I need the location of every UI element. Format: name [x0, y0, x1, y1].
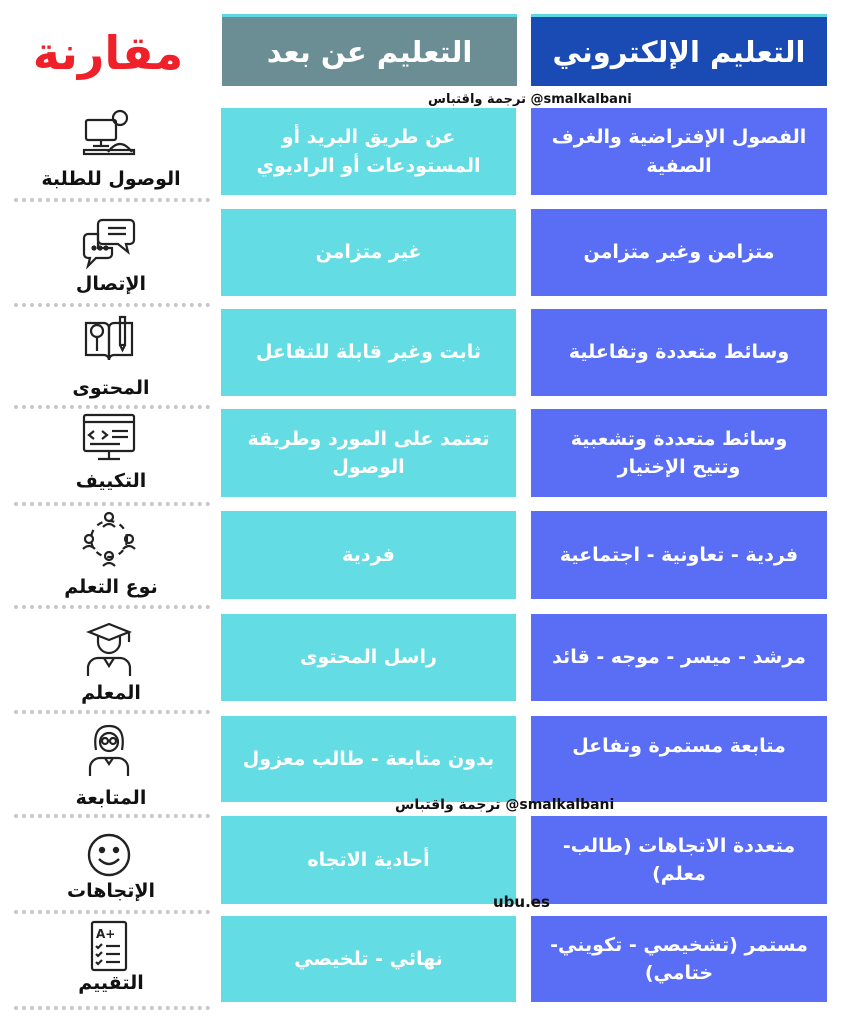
divider — [14, 1006, 210, 1010]
row-label-adaptation: التكييف — [75, 470, 147, 492]
row-communication-elearning: متزامن وغير متزامن — [531, 209, 827, 296]
divider — [14, 710, 210, 714]
row-teacher-elearning: مرشد - ميسر - موجه - قائد — [531, 614, 827, 701]
row-directions-elearning: متعددة الاتجاهات (طالب-معلم) — [531, 816, 827, 904]
code-monitor-icon — [80, 409, 138, 467]
row-label-access: الوصول للطلبة — [41, 168, 181, 190]
chat-bubbles-icon — [80, 212, 138, 270]
smiley-icon — [80, 826, 138, 884]
divider — [14, 910, 210, 914]
student-computer-icon — [80, 104, 138, 162]
row-label-assessment: التقييم — [78, 972, 144, 994]
row-communication-distance: غير متزامن — [221, 209, 516, 296]
row-content-distance: ثابت وغير قابلة للتفاعل — [221, 309, 516, 396]
row-learning-type-distance: فردية — [221, 511, 516, 599]
divider — [14, 605, 210, 609]
row-content-elearning: وسائط متعددة وتفاعلية — [531, 309, 827, 396]
graduate-teacher-icon — [80, 620, 138, 678]
book-magnifier-icon — [80, 311, 138, 369]
row-label-communication: الإتصال — [75, 273, 147, 295]
row-label-directions: الإتجاهات — [66, 880, 156, 902]
divider — [14, 814, 210, 818]
row-access-distance: عن طريق البريد أو المستودعات أو الراديوي — [221, 108, 516, 195]
people-network-icon — [80, 510, 138, 568]
row-label-teacher: المعلم — [81, 682, 141, 704]
credit-middle: ترجمة واقتباس @smalkalbani — [395, 797, 615, 813]
divider — [14, 198, 210, 202]
page-title: مقارنة — [32, 26, 184, 80]
woman-glasses-icon — [80, 720, 138, 778]
row-teacher-distance: راسل المحتوى — [221, 614, 516, 701]
graded-checklist-icon — [80, 916, 138, 974]
row-assessment-elearning: مستمر (تشخيصي - تكويني- ختامي) — [531, 916, 827, 1002]
row-label-content: المحتوى — [72, 377, 150, 399]
row-learning-type-elearning: فردية - تعاونية - اجتماعية — [531, 511, 827, 599]
svg-text:A+: A+ — [96, 927, 116, 941]
credit-top: ترجمة واقتباس @smalkalbani — [428, 92, 632, 107]
header-e-learning: التعليم الإلكتروني — [531, 14, 827, 86]
row-directions-distance: أحادية الاتجاه — [221, 816, 516, 904]
header-distance-learning: التعليم عن بعد — [222, 14, 517, 86]
divider — [14, 303, 210, 307]
row-adaptation-elearning: وسائط متعددة وتشعبية وتتيح الإختيار — [531, 409, 827, 497]
row-followup-elearning: متابعة مستمرة وتفاعل — [531, 716, 827, 802]
row-access-elearning: الفصول الإفتراضية والغرف الصفية — [531, 108, 827, 195]
row-followup-distance: بدون متابعة - طالب معزول — [221, 716, 516, 802]
divider — [14, 502, 210, 506]
row-label-followup: المتابعة — [75, 787, 147, 809]
row-assessment-distance: نهائي - تلخيصي — [221, 916, 516, 1002]
credit-source: ubu.es — [493, 893, 550, 911]
row-label-learning-type: نوع التعلم — [64, 576, 158, 598]
row-adaptation-distance: تعتمد على المورد وطريقة الوصول — [221, 409, 516, 497]
